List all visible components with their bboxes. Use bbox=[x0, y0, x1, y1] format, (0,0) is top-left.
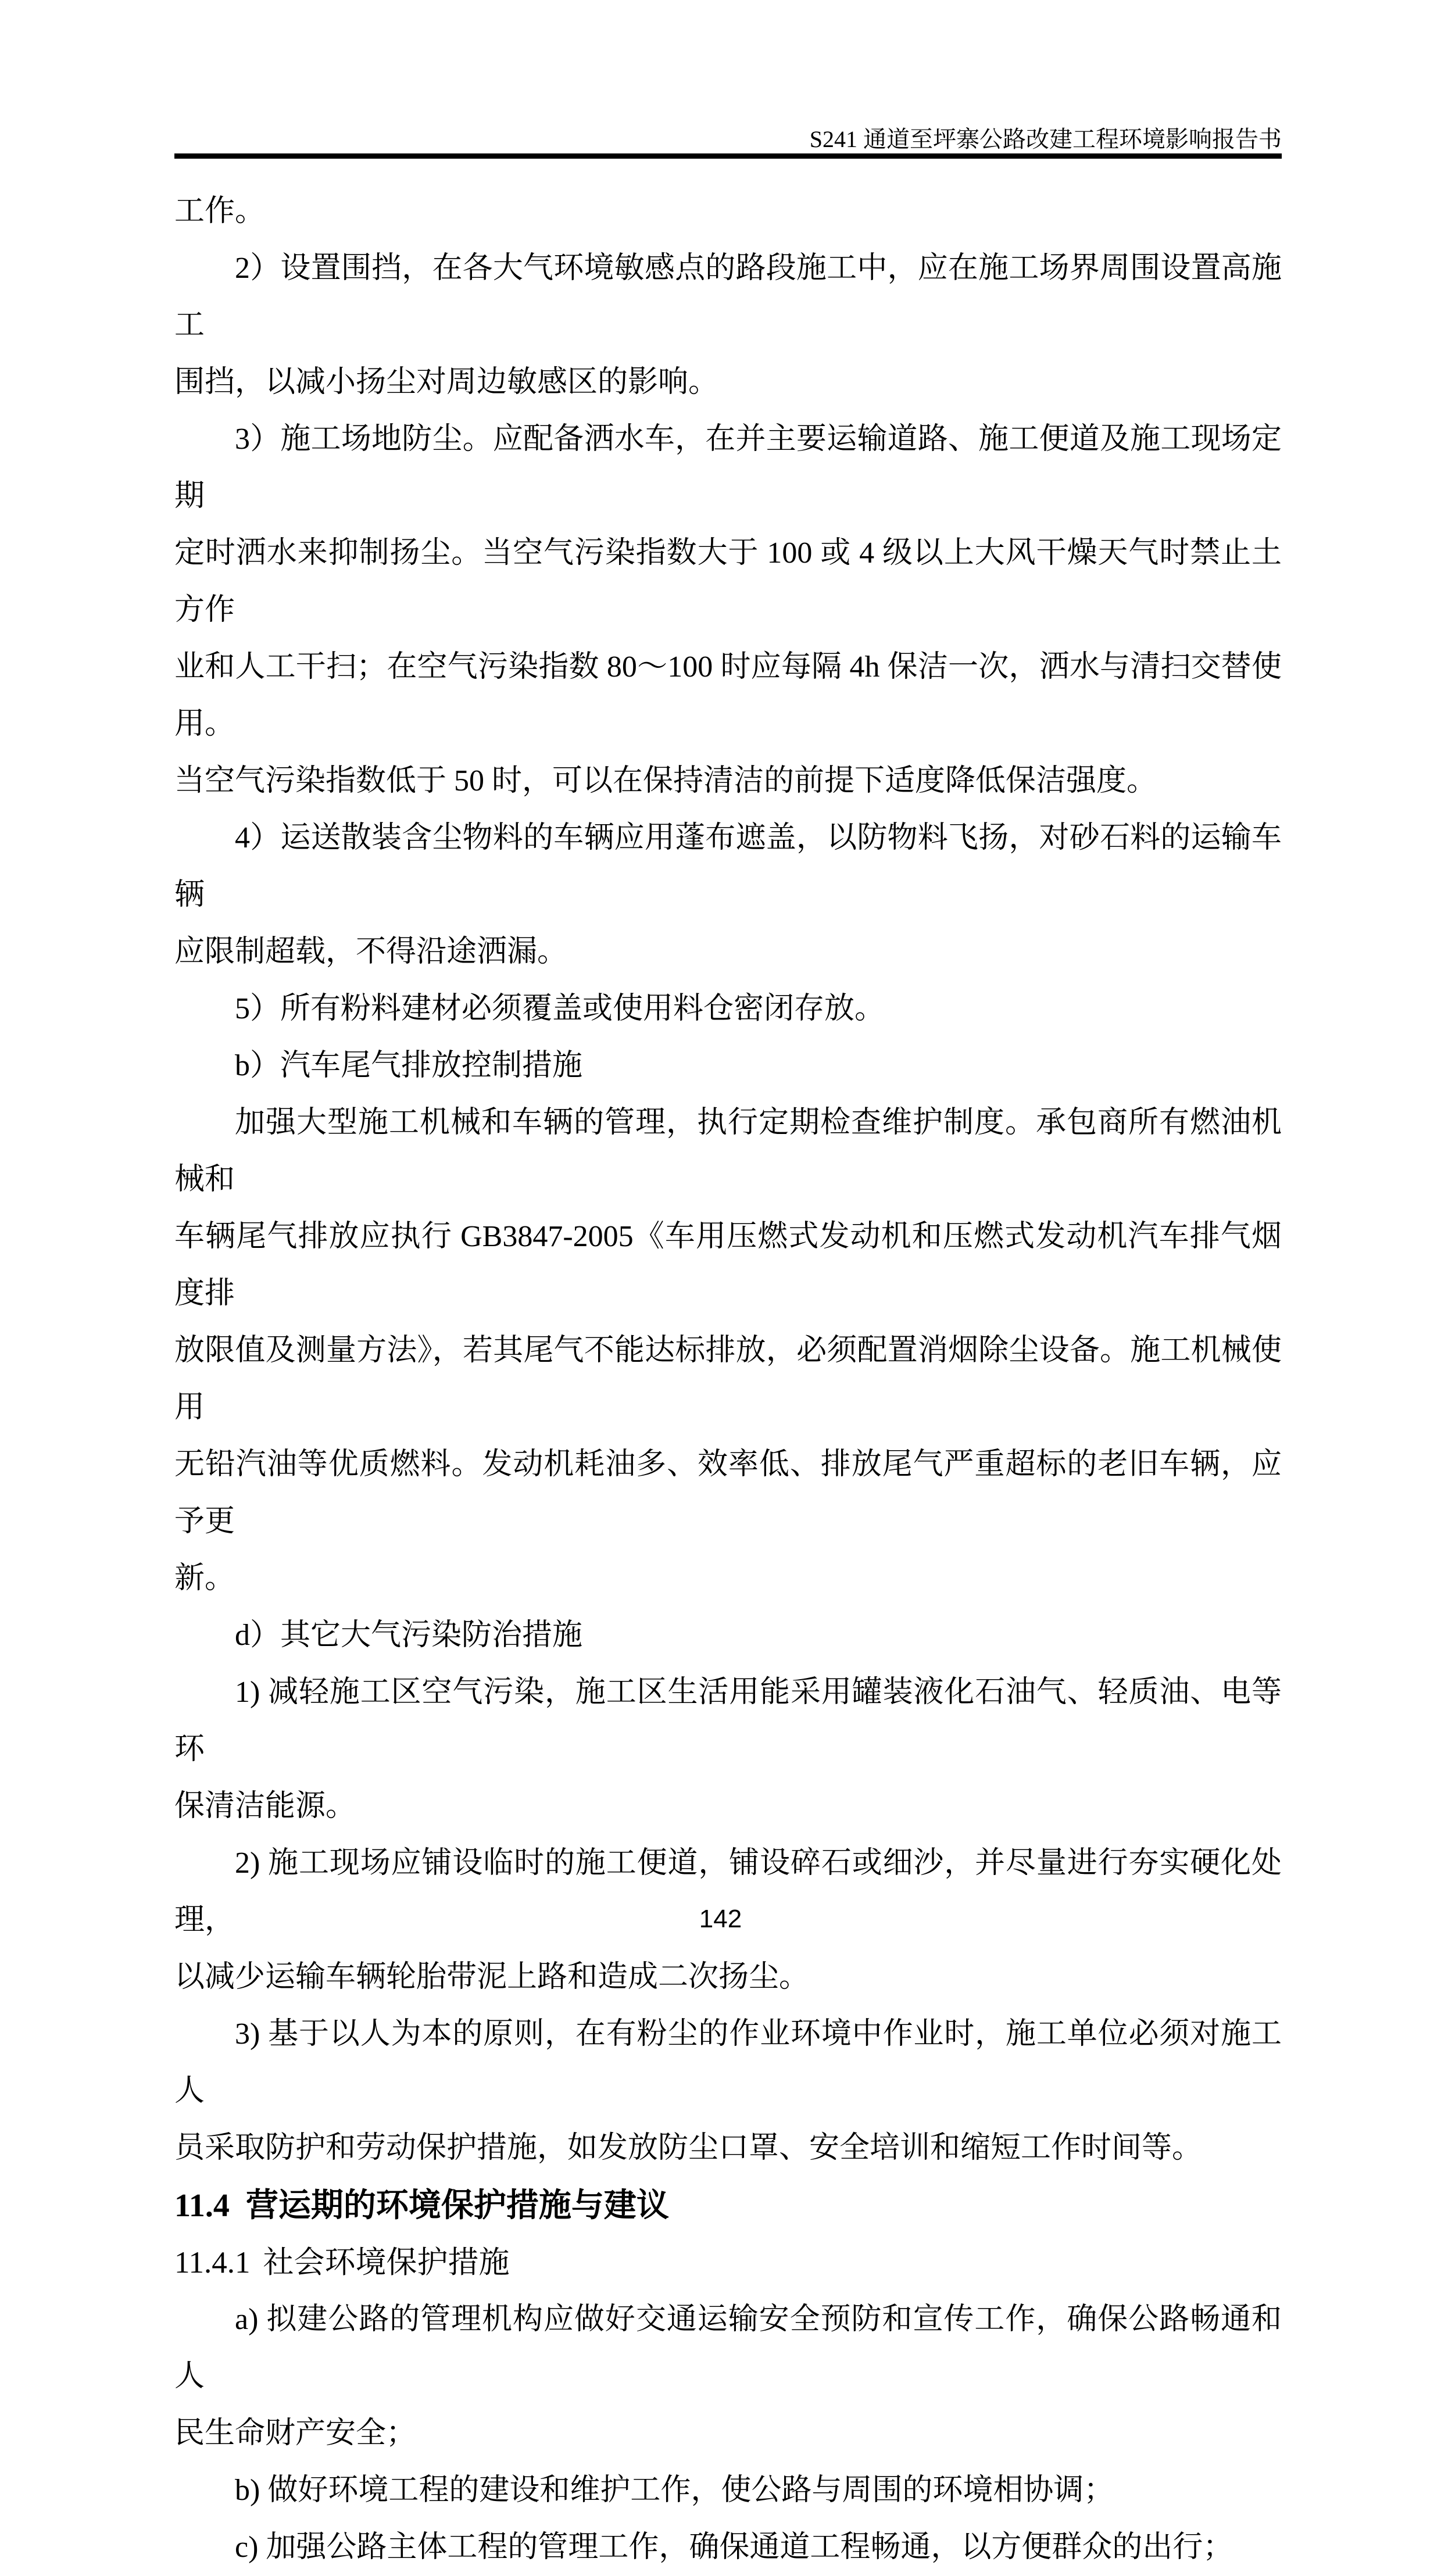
text-line: b）汽车尾气排放控制措施 bbox=[235, 1049, 583, 1082]
text-line: a) 拟建公路的管理机构应做好交通运输安全预防和宣传工作，确保公路畅通和人 bbox=[174, 2303, 1282, 2393]
text-line: 2) 施工现场应铺设临时的施工便道，铺设碎石或细沙，并尽量进行夯实硬化处理， bbox=[174, 1847, 1282, 1937]
text-line: 应限制超载，不得沿途洒漏。 bbox=[174, 935, 568, 968]
page-footer bbox=[0, 1906, 1441, 1932]
text-line: 1) 减轻施工区空气污染，施工区生活用能采用罐装液化石油气、轻质油、电等环 bbox=[174, 1676, 1282, 1766]
text-line: b) 做好环境工程的建设和维护工作，使公路与周围的环境相协调； bbox=[235, 2474, 1114, 2507]
text-line: 放限值及测量方法》，若其尾气不能达标排放，必须配置消烟除尘设备。施工机械使用 bbox=[174, 1334, 1282, 1424]
text-line: 员采取防护和劳动保护措施，如发放防尘口罩、安全培训和缩短工作时间等。 bbox=[174, 2131, 1203, 2164]
paragraph bbox=[174, 2006, 1282, 2177]
text-line: 业和人工干扫；在空气污染指数 80～100 时应每隔 4h 保洁一次，洒水与清扫交替使用。 bbox=[174, 650, 1282, 740]
text-line: 3）施工场地防尘。应配备洒水车，在并主要运输道路、施工便道及施工现场定期 bbox=[174, 423, 1282, 513]
paragraph bbox=[174, 981, 1282, 1037]
text-line: d）其它大气污染防治措施 bbox=[235, 1619, 583, 1652]
paragraph bbox=[174, 2519, 1282, 2576]
text-line: 当空气污染指数低于 50 时，可以在保持清洁的前提下适度降低保洁强度。 bbox=[174, 764, 1157, 797]
heading-number: 11.4 bbox=[174, 2188, 230, 2224]
text-line: 5）所有粉料建材必须覆盖或使用料仓密闭存放。 bbox=[235, 992, 885, 1025]
text-line: 围挡，以减小扬尘对周边敏感区的影响。 bbox=[174, 366, 719, 399]
paragraph bbox=[174, 810, 1282, 981]
section-heading bbox=[174, 2177, 1282, 2234]
header-running-title: S241 通道至坪寨公路改建工程环境影响报告书 bbox=[809, 126, 1282, 152]
page-number: 142 bbox=[699, 1905, 742, 1933]
header-rule bbox=[174, 153, 1282, 159]
heading-number: 11.4.1 bbox=[174, 2246, 251, 2280]
heading-text: 社会环境保护措施 bbox=[263, 2246, 510, 2280]
paragraph bbox=[174, 2291, 1282, 2462]
subsection-heading bbox=[174, 2234, 1282, 2291]
text-line: 车辆尾气排放应执行 GB3847-2005《车用压燃式发动机和压燃式发动机汽车排气烟度排 bbox=[174, 1220, 1282, 1310]
text-line: 4）运送散装含尘物料的车辆应用蓬布遮盖，以防物料飞扬，对砂石料的运输车辆 bbox=[174, 821, 1282, 911]
text-line: 2）设置围挡，在各大气环境敏感点的路段施工中，应在施工场界周围设置高施工 bbox=[174, 252, 1282, 342]
text-line: 无铅汽油等优质燃料。发动机耗油多、效率低、排放尾气严重超标的老旧车辆，应予更 bbox=[174, 1448, 1282, 1538]
text-line: 保清洁能源。 bbox=[174, 1790, 356, 1823]
paragraph bbox=[174, 183, 1282, 240]
paragraph bbox=[174, 411, 1282, 810]
text-line: 工作。 bbox=[174, 195, 266, 228]
paragraph bbox=[174, 1094, 1282, 1607]
text-line: 加强大型施工机械和车辆的管理，执行定期检查维护制度。承包商所有燃油机械和 bbox=[174, 1106, 1282, 1196]
paragraph bbox=[174, 2462, 1282, 2519]
text-line: 定时洒水来抑制扬尘。当空气污染指数大于 100 或 4 级以上大风干燥天气时禁止土方作 bbox=[174, 536, 1282, 627]
document-body bbox=[174, 183, 1282, 2576]
heading-text: 营运期的环境保护措施与建议 bbox=[245, 2187, 669, 2223]
paragraph bbox=[174, 1664, 1282, 1835]
text-line: c) 加强公路主体工程的管理工作，确保通道工程畅通，以方便群众的出行； bbox=[235, 2531, 1233, 2564]
text-line: 民生命财产安全； bbox=[174, 2417, 417, 2450]
paragraph bbox=[174, 1037, 1282, 1094]
paragraph bbox=[174, 240, 1282, 411]
text-line: 3) 基于以人为本的原则，在有粉尘的作业环境中作业时，施工单位必须对施工人 bbox=[174, 2017, 1282, 2108]
paragraph bbox=[174, 1607, 1282, 1664]
text-line: 以减少运输车辆轮胎带泥上路和造成二次扬尘。 bbox=[174, 1960, 810, 1994]
text-line: 新。 bbox=[174, 1562, 235, 1595]
